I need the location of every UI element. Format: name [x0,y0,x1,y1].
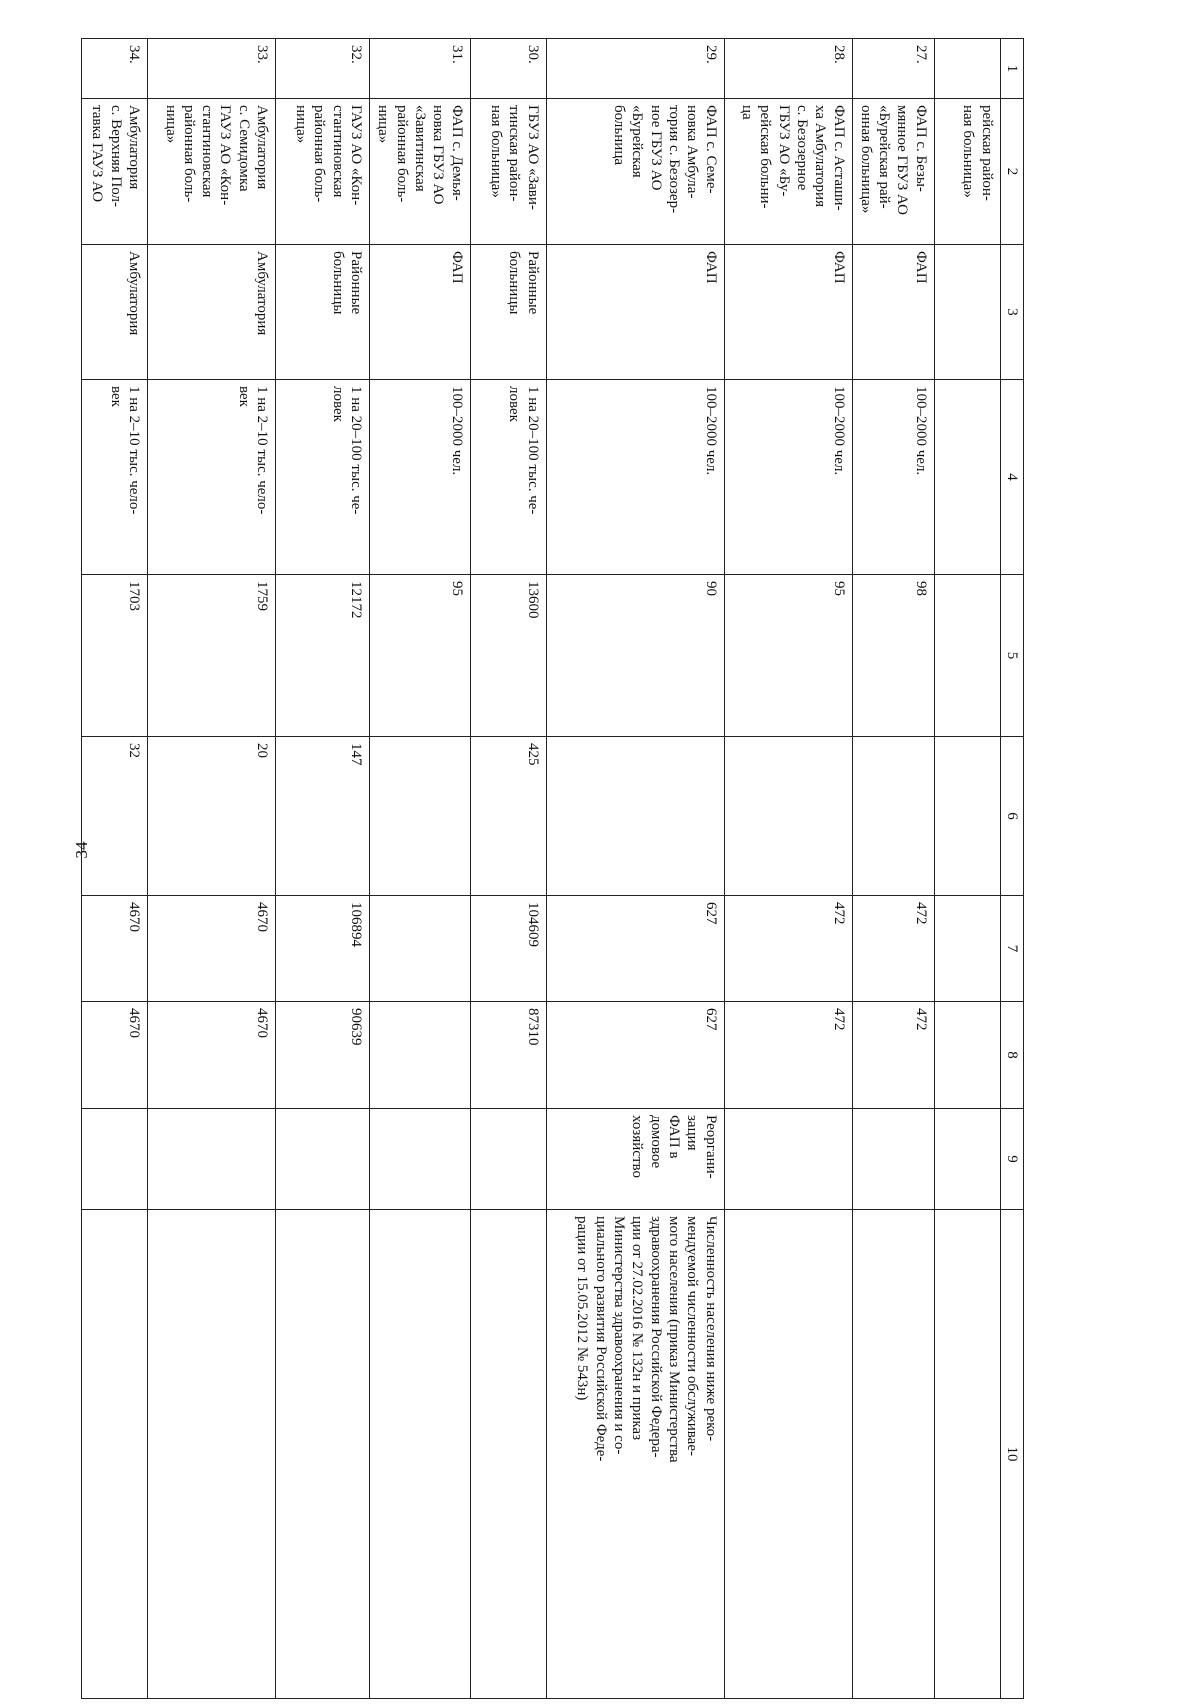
facility-name: рейская район- ная больница» [934,99,1000,245]
column-9-value [470,1109,546,1210]
column-number: 3 [1000,245,1023,380]
column-9-value [934,1109,1000,1210]
row-number: 30. [470,39,546,99]
column-5-value: 98 [852,575,934,737]
column-10-value [370,1210,470,1699]
column-number: 7 [1000,896,1023,1002]
column-10-value: Численность населения ниже реко- мендуемой численности обслуживае- мого населения (приказ Министерства здравоохранения Российской Федера- ции от 27.02.2016 № 132н и приказ Министерства здравоохранения и со- циального развития Российской Феде- рации от 15.05.2012 № 543н) [546,1210,724,1699]
row-number: 29. [546,39,724,99]
row-number: 33. [148,39,276,99]
column-7-value: 472 [852,896,934,1002]
column-7-value: 627 [546,896,724,1002]
facility-type: Районные больницы [470,245,546,380]
facility-type [934,245,1000,380]
population-norm: 1 на 2–10 тыс. чело- век [82,380,148,575]
table-container [89,38,1024,1698]
column-8-value: 472 [724,1002,852,1109]
column-6-value [934,737,1000,896]
column-6-value: 20 [148,737,276,896]
column-7-value: 472 [724,896,852,1002]
facility-name: ФАП с. Демья- новка ГБУЗ АО «Завитинская районная боль- ница» [370,99,470,245]
facility-type: Амбулатория [82,245,148,380]
population-norm: 100–2000 чел. [546,380,724,575]
column-8-value: 627 [546,1002,724,1109]
population-norm: 100–2000 чел. [370,380,470,575]
column-8-value [370,1002,470,1109]
column-number: 9 [1000,1109,1023,1210]
facility-name: ФАП с. Семе- новка Амбула- тория с. Безозер- ное ГБУЗ АО «Бурейская больница [546,99,724,245]
facility-type: ФАП [852,245,934,380]
row-number: 31. [370,39,470,99]
column-6-value: 425 [470,737,546,896]
column-9-value [148,1109,276,1210]
table-row [546,39,724,1699]
column-6-value [852,737,934,896]
column-9-value [852,1109,934,1210]
column-9-value: Реоргани- зация ФАП в домовое хозяйство [546,1109,724,1210]
column-8-value: 87310 [470,1002,546,1109]
facility-name: ГАУЗ АО «Кон- стантиновская районная боль- ница» [276,99,370,245]
table-row [370,39,470,1699]
facility-name: ФАП с. Безы- мянное ГБУЗ АО «Бурейская рай- онная больница» [852,99,934,245]
column-6-value [724,737,852,896]
column-7-value: 104609 [470,896,546,1002]
column-5-value: 13600 [470,575,546,737]
facility-name: ФАП с. Асташи- ха Амбулатория с. Безозерное ГБУЗ АО «Бу- рейская больни- ца [724,99,852,245]
column-7-value: 106894 [276,896,370,1002]
document-table [81,38,1024,1699]
column-5-value: 12172 [276,575,370,737]
row-number: 32. [276,39,370,99]
column-10-value [276,1210,370,1699]
facility-type: ФАП [370,245,470,380]
column-number: 5 [1000,575,1023,737]
column-number: 6 [1000,737,1023,896]
table-row [82,39,148,1699]
column-6-value [370,737,470,896]
facility-name: Амбулатория с. Семидомка ГАУЗ АО «Кон- стантиновская районная боль- ница» [148,99,276,245]
column-10-value [934,1210,1000,1699]
column-10-value [852,1210,934,1699]
population-norm: 1 на 20–100 тыс. че- ловек [276,380,370,575]
column-6-value: 32 [82,737,148,896]
column-6-value [546,737,724,896]
population-norm: 1 на 2–10 тыс. чело- век [148,380,276,575]
table-row [148,39,276,1699]
column-8-value: 90639 [276,1002,370,1109]
column-5-value: 95 [370,575,470,737]
column-7-value: 4670 [82,896,148,1002]
facility-name: Амбулатория с. Верхняя Пол- тавка ГАУЗ АО [82,99,148,245]
column-8-value: 4670 [148,1002,276,1109]
column-9-value [724,1109,852,1210]
population-norm: 100–2000 чел. [724,380,852,575]
population-norm [934,380,1000,575]
row-number: 27. [852,39,934,99]
column-9-value [82,1109,148,1210]
column-8-value: 472 [852,1002,934,1109]
column-10-value [470,1210,546,1699]
row-number: 34. [82,39,148,99]
column-number: 4 [1000,380,1023,575]
table-row [852,39,934,1699]
facility-type: ФАП [724,245,852,380]
table-row [470,39,546,1699]
column-5-value: 1759 [148,575,276,737]
column-10-value [148,1210,276,1699]
column-7-value: 4670 [148,896,276,1002]
population-norm: 1 на 20–100 тыс. че- ловек [470,380,546,575]
column-10-value [82,1210,148,1699]
column-9-value [370,1109,470,1210]
facility-type: ФАП [546,245,724,380]
table-row [724,39,852,1699]
column-9-value [276,1109,370,1210]
facility-type: Районные больницы [276,245,370,380]
column-8-value [934,1002,1000,1109]
column-5-value: 95 [724,575,852,737]
column-5-value: 1703 [82,575,148,737]
column-6-value: 147 [276,737,370,896]
column-7-value [934,896,1000,1002]
column-10-value [724,1210,852,1699]
column-number: 10 [1000,1210,1023,1699]
column-7-value [370,896,470,1002]
column-number: 2 [1000,99,1023,245]
table-row [276,39,370,1699]
page-number: 34 [72,841,91,859]
population-norm: 100–2000 чел. [852,380,934,575]
column-5-value [934,575,1000,737]
column-number: 8 [1000,1002,1023,1109]
table-row [934,39,1000,1699]
facility-name: ГБУЗ АО «Зави- тинская район- ная больница» [470,99,546,245]
row-number [934,39,1000,99]
facility-type: Амбулатория [148,245,276,380]
column-number: 1 [1000,39,1023,99]
column-5-value: 90 [546,575,724,737]
row-number: 28. [724,39,852,99]
column-8-value: 4670 [82,1002,148,1109]
column-number-row [1000,39,1023,1699]
table-body [82,39,1001,1699]
